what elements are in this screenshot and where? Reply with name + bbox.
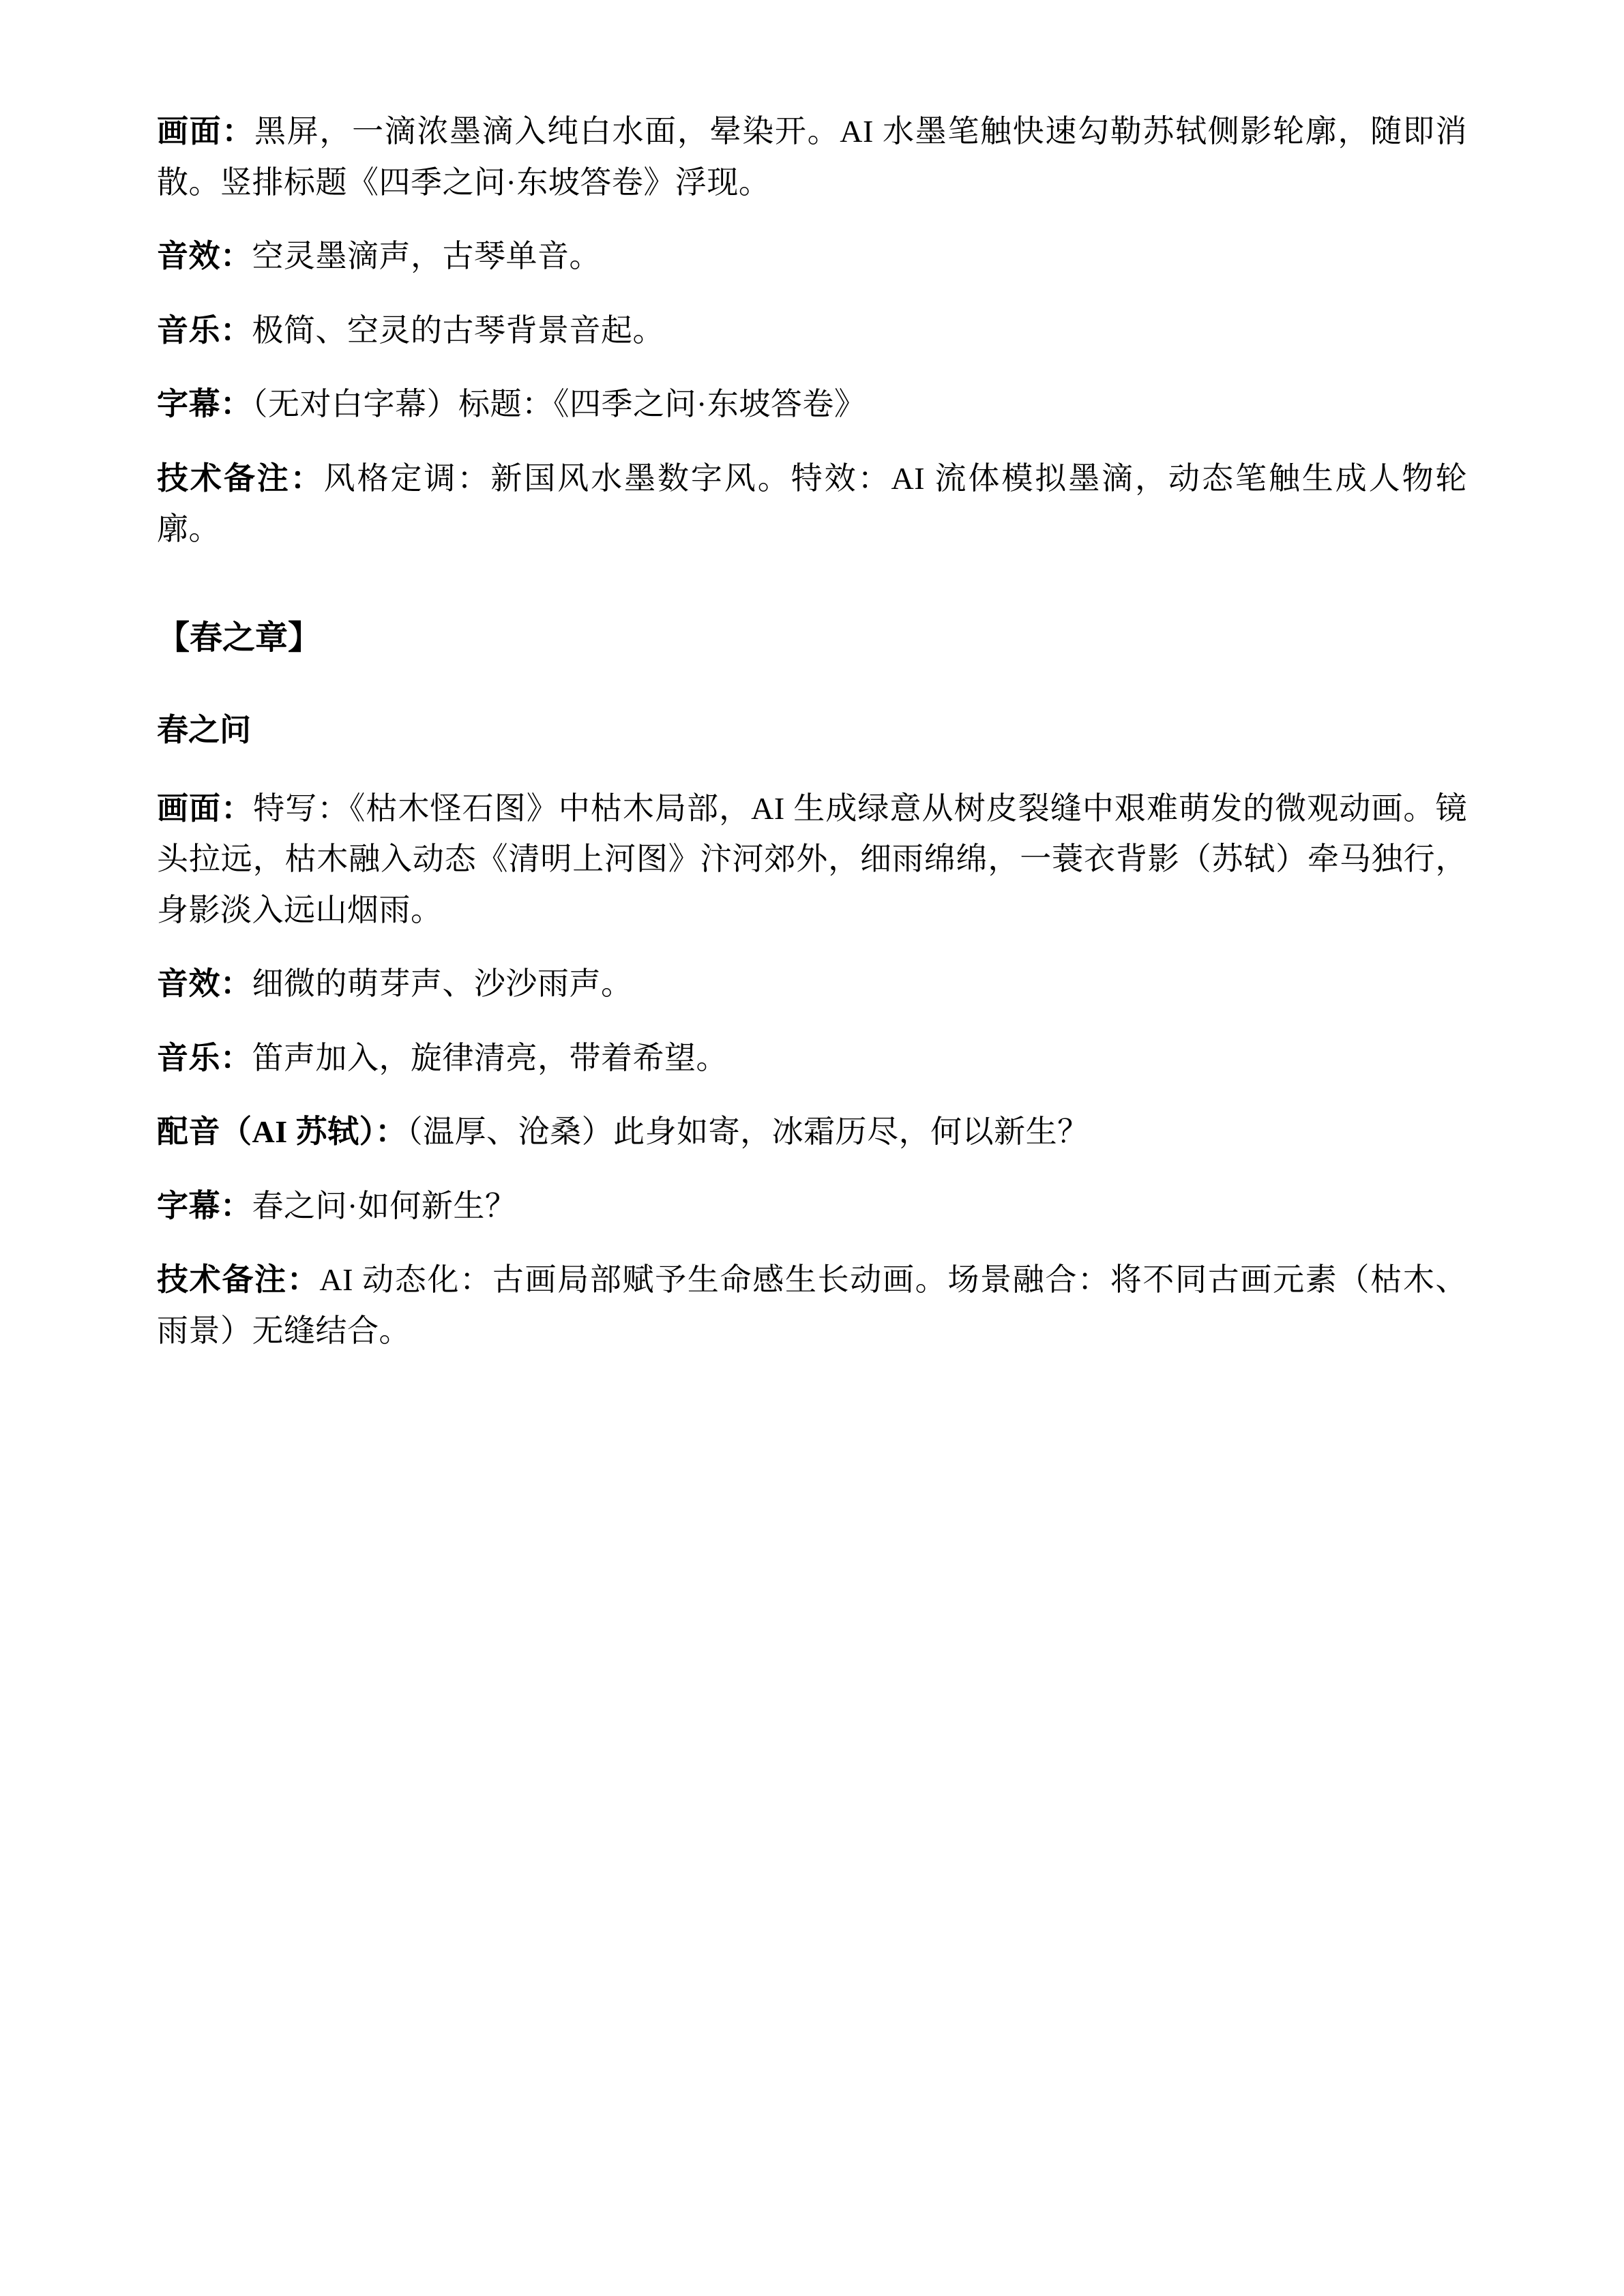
document-body: [157, 106, 1467, 1356]
spring-voiceover-label: 配音（AI 苏轼）：: [157, 1114, 407, 1150]
opening-sfx-text: 空灵墨滴声，古琴单音。: [252, 239, 601, 274]
chapter-spring-title: [157, 614, 1467, 663]
spring-visual: [157, 784, 1467, 936]
opening-subtitle: [157, 379, 1467, 430]
chapter-spring-title-text: 【春之章】: [157, 619, 321, 656]
spring-visual-text: 特写：《枯木怪石图》中枯木局部，AI 生成绿意从树皮裂缝中艰难萌发的微观动画。镜头拉远，枯木融入动态《清明上河图》汴河郊外，细雨绵绵，一蓑衣背影（苏轼）牵马独行，身影淡入远山烟雨。: [157, 790, 1467, 927]
opening-sfx: [157, 231, 1467, 282]
spring-voiceover-text: （温厚、沧桑）此身如寄，冰霜历尽，何以新生？: [407, 1114, 1089, 1150]
opening-visual-label: 画面：: [157, 114, 255, 149]
spring-sfx: [157, 959, 1467, 1010]
opening-visual-text: 黑屏，一滴浓墨滴入纯白水面，晕染开。AI 水墨笔触快速勾勒苏轼侧影轮廓，随即消散。竖排标题《四季之问·东坡答卷》浮现。: [157, 114, 1468, 200]
opening-music-label: 音乐：: [157, 312, 252, 348]
spring-sfx-text: 细微的萌芽声、沙沙雨声。: [252, 966, 633, 1002]
spring-subtitle-text: 春之问·如何新生？: [252, 1188, 517, 1223]
opening-tech-note-label: 技术备注：: [157, 460, 324, 496]
opening-tech-note: [157, 453, 1467, 555]
spring-subtitle: [157, 1181, 1467, 1232]
spring-tech-note-text: AI 动态化：古画局部赋予生命感生长动画。场景融合：将不同古画元素（枯木、雨景）无缝结合。: [157, 1262, 1468, 1348]
spring-subtitle-label: 字幕：: [157, 1188, 252, 1223]
opening-sfx-label: 音效：: [157, 239, 252, 274]
spring-sfx-label: 音效：: [157, 966, 252, 1002]
spring-music: [157, 1033, 1467, 1084]
opening-subtitle-label: 字幕：: [157, 387, 252, 422]
spring-voiceover: [157, 1107, 1467, 1158]
opening-music-text: 极简、空灵的古琴背景音起。: [252, 312, 664, 348]
section-spring-question: [157, 706, 1467, 754]
spring-music-text: 笛声加入，旋律清亮，带着希望。: [252, 1040, 728, 1075]
spring-tech-note: [157, 1255, 1467, 1356]
opening-music: [157, 305, 1467, 357]
spring-music-label: 音乐：: [157, 1040, 252, 1075]
opening-tech-note-text: 风格定调：新国风水墨数字风。特效：AI 流体模拟墨滴，动态笔触生成人物轮廓。: [157, 460, 1467, 547]
opening-subtitle-text: （无对白字幕）标题：《四季之问·东坡答卷》: [252, 387, 866, 422]
spring-visual-label: 画面：: [157, 790, 254, 826]
section-spring-question-text: 春之问: [157, 712, 251, 747]
opening-visual: [157, 106, 1467, 208]
spring-tech-note-label: 技术备注：: [157, 1262, 320, 1298]
